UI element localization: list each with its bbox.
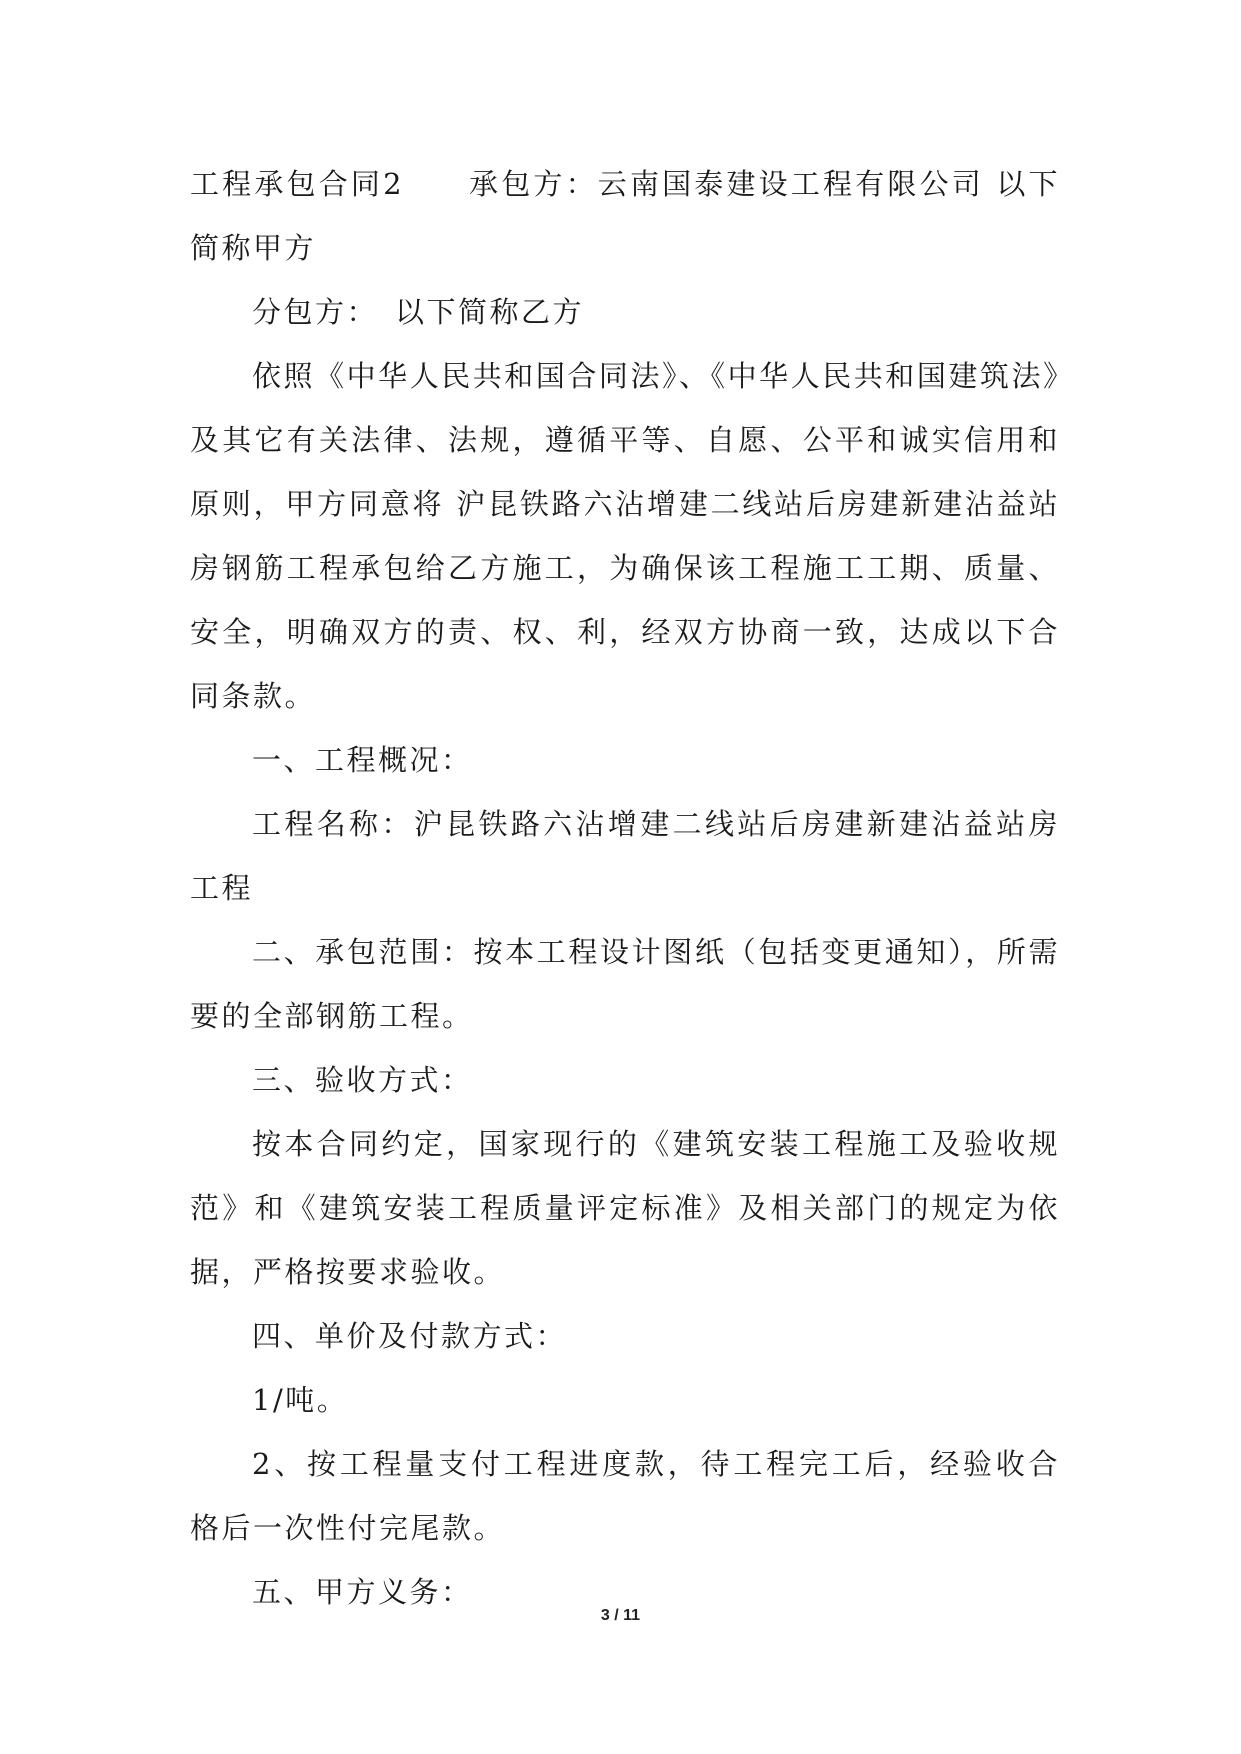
section-heading-3: 三、验收方式： (252, 1063, 473, 1097)
section-heading-2: 二、承包范围：按本工程设计图纸（包括变更通知），所需要的全部钢筋工程。 (190, 935, 1060, 1033)
paragraph-subcontractor: 分包方： 以下简称乙方 (252, 295, 585, 329)
document-body (190, 152, 1060, 1624)
paragraph-preamble: 依照《中华人民共和国合同法》、《中华人民共和国建筑法》及其它有关法律、法规，遵循平等、自愿、公平和诚实信用和原则，甲方同意将 沪昆铁路六沾增建二线站后房建新建沾益站房钢筋工程承包给乙方施工，为确保该工程施工工期、质量、安全，明确双方的责、权、利，经双方协商一致，达成以下合同条款。 (190, 359, 1060, 713)
section-heading-4: 四、单价及付款方式： (252, 1319, 568, 1353)
section-heading-1: 一、工程概况： (252, 743, 473, 777)
paragraph-project-name: 工程名称：沪昆铁路六沾增建二线站后房建新建沾益站房工程 (190, 807, 1060, 905)
section-heading-5: 五、甲方义务： (252, 1575, 473, 1609)
paragraph-acceptance: 按本合同约定，国家现行的《建筑安装工程施工及验收规范》和《建筑安装工程质量评定标准》及相关部门的规定为依据，严格按要求验收。 (190, 1127, 1060, 1289)
paragraph-payment: 2、按工程量支付工程进度款，待工程完工后，经验收合格后一次性付完尾款。 (190, 1447, 1060, 1545)
page-number: 3 / 11 (600, 1607, 641, 1624)
paragraph-unit-price: 1/吨。 (252, 1383, 349, 1417)
paragraph-title: 工程承包合同2 承包方：云南国泰建设工程有限公司 以下简称甲方 (190, 167, 1060, 265)
